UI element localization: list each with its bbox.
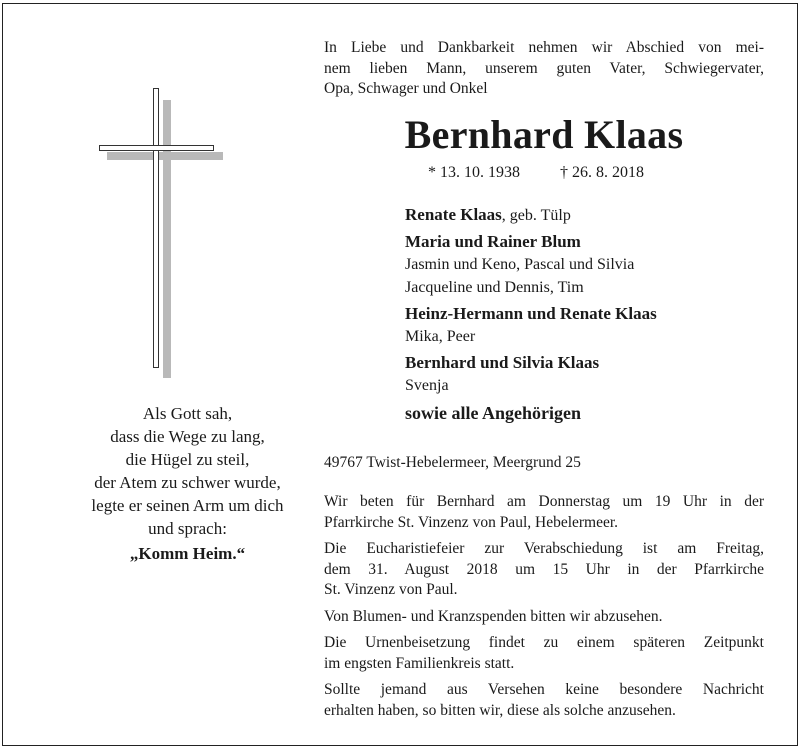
address: 49767 Twist-Hebelermeer, Meergrund 25 [324,454,581,471]
poem [20,402,355,565]
cross-shadow-vertical [163,100,171,378]
note-line: Die Urnenbeisetzung findet zu einem späteren Zeitpunkt [324,634,764,651]
family-wife [405,203,785,227]
intro-line: In Liebe und Dankbarkeit nehmen wir Abschied von mei- [324,39,764,56]
note-no-notice [324,680,764,721]
note-line: im engsten Familienkreis statt. [324,654,515,672]
poem-line: dass die Wege zu lang, [110,427,265,446]
note-burial [324,633,764,674]
intro-line: Opa, Schwager und Onkel [324,80,488,97]
note-line: Von Blumen- und Kranzspenden bitten wir abzusehen. [324,607,663,625]
poem-line: die Hügel zu steil, [125,450,250,469]
note-flowers [324,607,764,628]
intro-line: nem lieben Mann, unserem guten Vater, Schwiegervater, [324,59,764,77]
family-list [405,203,785,425]
family-group-name: Bernhard und Silvia Klaas [405,353,600,372]
note-line: Pfarrkirche St. Vinzenz von Paul, Hebelermeer. [324,513,619,531]
note-mass [324,539,764,601]
all-relatives: sowie alle Angehörigen [405,403,581,423]
death-date: † 26. 8. 2018 [560,164,644,181]
note-line: erhalten haben, so bitten wir, diese als solche anzusehen. [324,701,676,719]
family-members: Jacqueline und Dennis, Tim [405,279,584,296]
deceased-name: Bernhard Klaas [404,112,684,157]
birth-date: * 13. 10. 1938 [428,164,520,181]
wife-name: Renate Klaas [405,205,502,224]
intro-text [324,38,764,100]
note-line: Wir beten für Bernhard am Donnerstag um 19 Uhr in der [324,493,764,510]
note-line: Die Eucharistiefeier zur Verabschiedung ist am Freitag, [324,540,764,557]
cross-beam-vertical [153,88,159,368]
family-members: Svenja [405,377,449,394]
family-group-name: Maria und Rainer Blum [405,232,581,251]
poem-closing: „Komm Heim.“ [129,544,246,563]
family-members: Mika, Peer [405,328,476,345]
poem-line: der Atem zu schwer wurde, [94,473,281,492]
note-line: dem 31. August 2018 um 15 Uhr in der Pfarrkirche [324,560,764,578]
poem-line: Als Gott sah, [142,404,233,423]
life-dates [428,164,644,182]
family-members: Jasmin und Keno, Pascal und Silvia [405,256,635,273]
note-prayer [324,492,764,533]
note-line: Sollte jemand aus Versehen keine besondere Nachricht [324,681,764,698]
cross-beam-horizontal [99,145,214,151]
notes [324,492,764,727]
poem-line: und sprach: [148,519,227,538]
note-line: St. Vinzenz von Paul. [324,581,458,598]
cross-shadow-horizontal [107,152,223,160]
family-group-name: Heinz-Hermann und Renate Klaas [405,304,657,323]
poem-line: legte er seinen Arm um dich [91,496,284,515]
wife-maiden-name: , geb. Tülp [501,207,571,224]
